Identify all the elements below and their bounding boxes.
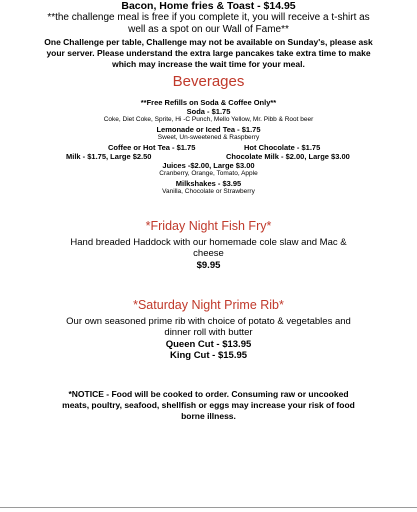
- prime-rib-heading: *Saturday Night Prime Rib*: [133, 298, 284, 312]
- lemonade-item: Lemonade or Iced Tea - $1.75: [156, 125, 261, 134]
- fish-fry-description-1: Hand breaded Haddock with our homemade cole slaw and Mac &: [70, 237, 347, 248]
- rules-line-3: which may increase the wait time for your meal.: [112, 59, 305, 69]
- milk-item: Milk - $1.75, Large $2.50: [66, 152, 152, 161]
- rules-line-2: your server. Please understand the extra large pancakes take extra time to make: [46, 48, 371, 58]
- combo-line: Bacon, Home fries & Toast - $14.95: [121, 0, 296, 12]
- coffee-item: Coffee or Hot Tea - $1.75: [108, 143, 196, 152]
- milkshakes-item: Milkshakes - $3.95: [175, 179, 242, 188]
- beverages-heading: Beverages: [172, 73, 245, 90]
- notice-line-1: *NOTICE - Food will be cooked to order. Consuming raw or uncooked: [68, 389, 349, 399]
- fish-fry-price: $9.95: [196, 260, 221, 271]
- refills-note: **Free Refills on Soda & Coffee Only**: [140, 98, 277, 107]
- milkshake-options: Vanilla, Chocolate or Strawberry: [162, 188, 255, 195]
- queen-cut-price: Queen Cut - $13.95: [165, 339, 252, 350]
- challenge-line-1: **the challenge meal is free if you complete it, you will receive a t-shirt as: [47, 12, 370, 23]
- juice-options: Cranberry, Orange, Tomato, Apple: [159, 170, 258, 177]
- challenge-line-2: well as a spot on our Wall of Fame**: [128, 24, 289, 35]
- chocolate-milk-item: Chocolate Milk - $2.00, Large $3.00: [226, 152, 350, 161]
- king-cut-price: King Cut - $15.95: [169, 350, 248, 361]
- hot-chocolate-item: Hot Chocolate - $1.75: [244, 143, 321, 152]
- prime-rib-description-1: Our own seasoned prime rib with choice of potato & vegetables and: [66, 316, 351, 327]
- prime-rib-description-2: dinner roll with butter: [164, 327, 253, 338]
- notice-line-3: borne illness.: [181, 411, 236, 421]
- juices-item: Juices -$2.00, Large $3.00: [162, 161, 255, 170]
- soda-item: Soda - $1.75: [186, 107, 231, 116]
- rules-line-1: One Challenge per table, Challenge may not be available on Sunday's, please ask: [44, 37, 373, 47]
- fish-fry-heading: *Friday Night Fish Fry*: [145, 219, 272, 233]
- soda-options: Coke, Diet Coke, Sprite, Hi -C Punch, Mello Yellow, Mr. Pibb & Root beer: [103, 116, 314, 123]
- fish-fry-description-2: cheese: [193, 248, 224, 259]
- notice-line-2: meats, poultry, seafood, shellfish or eggs may increase your risk of food: [62, 400, 355, 410]
- footer-divider: [0, 507, 417, 508]
- lemonade-options: Sweet, Un-sweetened & Raspberry: [157, 134, 260, 141]
